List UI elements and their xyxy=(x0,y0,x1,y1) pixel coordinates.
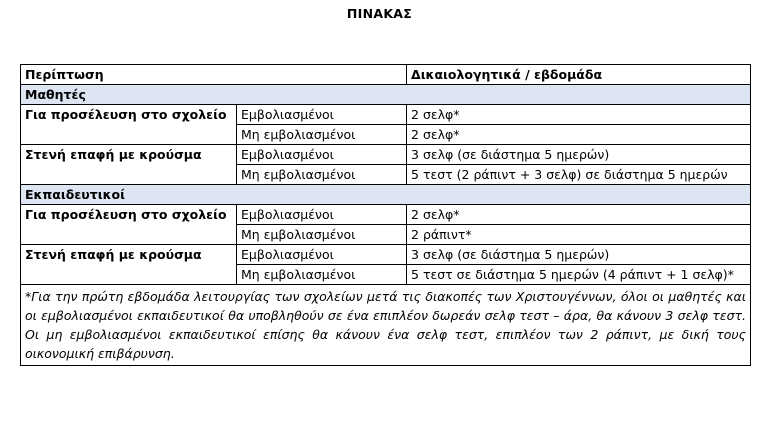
section-title: Μαθητές xyxy=(21,85,751,105)
section-row-students xyxy=(21,85,751,105)
header-row xyxy=(21,65,751,85)
footnote-row xyxy=(21,285,751,366)
header-docs: Δικαιολογητικά / εβδομάδα xyxy=(407,65,751,85)
docs-cell: 2 σελφ* xyxy=(407,105,751,125)
docs-cell: 3 σελφ (σε διάστημα 5 ημερών) xyxy=(407,145,751,165)
status-cell: Μη εμβολιασμένοι xyxy=(237,165,407,185)
docs-cell: 2 ράπιντ* xyxy=(407,225,751,245)
docs-cell: 5 τεστ (2 ράπιντ + 3 σελφ) σε διάστημα 5 ημερών xyxy=(407,165,751,185)
status-cell: Μη εμβολιασμένοι xyxy=(237,225,407,245)
page-title: ΠΙΝΑΚΑΣ xyxy=(346,6,413,21)
docs-cell: 3 σελφ (σε διάστημα 5 ημερών) xyxy=(407,245,751,265)
status-cell: Εμβολιασμένοι xyxy=(237,245,407,265)
status-cell: Εμβολιασμένοι xyxy=(237,105,407,125)
case-cell: Για προσέλευση στο σχολείο xyxy=(21,205,237,245)
case-cell: Για προσέλευση στο σχολείο xyxy=(21,105,237,145)
section-row-teachers xyxy=(21,185,751,205)
table-row xyxy=(21,145,751,165)
footnote: *Για την πρώτη εβδομάδα λειτουργίας των σχολείων μετά τις διακοπές των Χριστουγέννων, όλοι οι μαθητές και οι εμβολιασμένοι εκπαιδευτικοί θα υποβληθούν σε ένα επιπλέον δωρεάν σελφ τεστ – άρα, θα κάνουν 3 σελφ τεστ. Οι μη εμβολιασμένοι εκπαιδευτικοί επίσης θα κάνουν ένα σελφ τεστ, επιπλέον των 2 ράπιντ, με δική τους οικονομική επιβάρυνση. xyxy=(21,285,751,366)
case-cell: Στενή επαφή με κρούσμα xyxy=(21,245,237,285)
status-cell: Μη εμβολιασμένοι xyxy=(237,125,407,145)
table-row xyxy=(21,245,751,265)
case-cell: Στενή επαφή με κρούσμα xyxy=(21,145,237,185)
docs-cell: 2 σελφ* xyxy=(407,125,751,145)
section-title: Εκπαιδευτικοί xyxy=(21,185,751,205)
status-cell: Μη εμβολιασμένοι xyxy=(237,265,407,285)
status-cell: Εμβολιασμένοι xyxy=(237,205,407,225)
table-row xyxy=(21,205,751,225)
docs-cell: 5 τεστ σε διάστημα 5 ημερών (4 ράπιντ + 1 σελφ)* xyxy=(407,265,751,285)
header-case: Περίπτωση xyxy=(21,65,407,85)
status-cell: Εμβολιασμένοι xyxy=(237,145,407,165)
docs-cell: 2 σελφ* xyxy=(407,205,751,225)
table-row xyxy=(21,105,751,125)
testing-requirements-table xyxy=(20,64,751,366)
